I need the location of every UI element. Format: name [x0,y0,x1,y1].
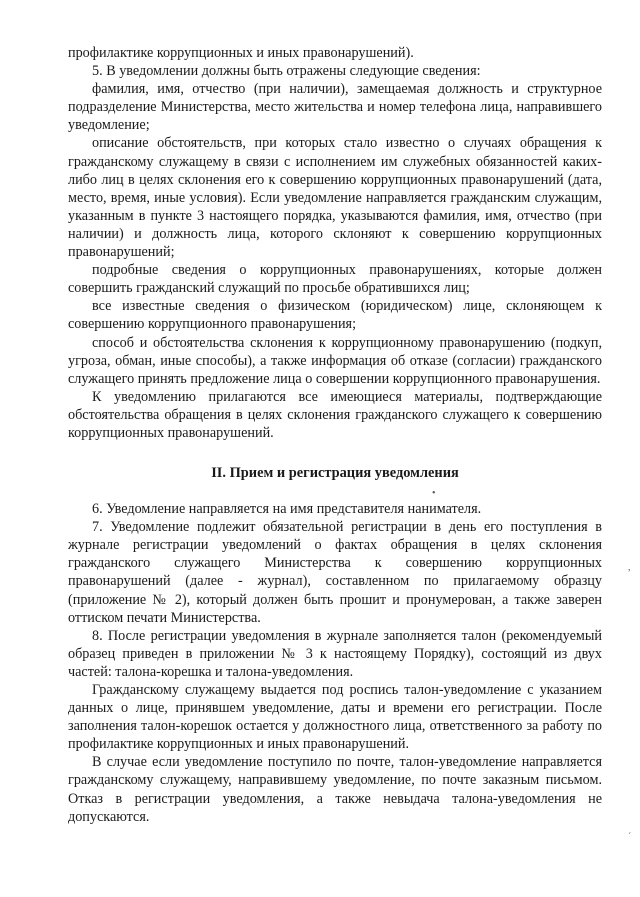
paragraph-signature-receipt: Гражданскому служащему выдается под роспись талон-уведомление с указанием данных о лице, принявшем уведомление, даты и времени его регистрации. После заполнения талон-корешок остается у должностного лица, ответственного за работу по профилактике коррупционных и иных правонарушений. [68,682,602,753]
section-heading: II. Прием и регистрация уведомления [211,465,459,482]
paragraph-item-5: 5. В уведомлении должны быть отражены следующие сведения: [92,63,481,80]
paragraph-attachments: К уведомлению прилагаются все имеющиеся материалы, подтверждающие обстоятельства обращения в целях склонения гражданского служащего к совершению коррупционных правонарушений. [68,388,602,441]
paragraph-item-7: 7. Уведомление подлежит обязательной регистрации в день его поступления в журнале регистрации уведомлений о фактах обращения в целях склонения гражданского служащего Министерства к совершению коррупционных правонарушений (далее - журнал), составленном по прилагаемому образцу (приложение № 2), который должен быть прошит и пронумерован, а также заверен оттиском печати Министерства. [68,519,602,626]
paragraph-method: способ и обстоятельства склонения к коррупционному правонарушению (подкуп, угроза, обман, иные способы), а также информация об отказе (согласии) гражданского служащего принять предложение лица о совершении коррупционного правонарушения. [68,334,602,387]
paragraph-item-6: 6. Уведомление направляется на имя представителя нанимателя. [92,501,482,518]
paragraph-full-name: фамилия, имя, отчество (при наличии), замещаемая должность и структурное подразделение Министерства, место жительства и номер телефона лица, направившего уведомление; [68,81,602,134]
paragraph-by-mail: В случае если уведомление поступило по почте, талон-уведомление направляется гражданскому служащему, направившему уведомление, по почте заказным письмом. Отказ в регистрации уведомления, а также невыдача талона-уведомления не допускаются. [68,754,602,825]
paragraph-continuation: профилактике коррупционных и иных правонарушений). [68,45,414,61]
scan-margin-mark: , [628,562,631,573]
scan-dot-mark: • [432,488,436,499]
paragraph-item-8: 8. После регистрации уведомления в журнале заполняется талон (рекомендуемый образец приведен в приложении № 3 к настоящему Порядку), состоящий из двух частей: талона-корешка и талона-уведомления. [68,627,602,680]
paragraph-person-info: все известные сведения о физическом (юридическом) лице, склоняющем к совершению коррупционного правонарушения; [68,298,602,333]
paragraph-circumstances: описание обстоятельств, при которых стало известно о случаях обращения к гражданскому служащему в связи с исполнением им служебных обязанностей каких-либо лиц в целях склонения его к совершению коррупционных правонарушений (дата, место, время, иные условия). Если уведомление направляется гражданским служащим, указанным в пункте 3 настоящего порядка, указываются фамилия, имя, отчество (при наличии) и должность лица, которого склоняют к совершению коррупционных правонарушений; [68,135,602,261]
scan-margin-mark: ´ [628,832,632,843]
paragraph-detailed-info: подробные сведения о коррупционных правонарушениях, которые должен совершить гражданский служащий по просьбе обратившихся лиц; [68,262,602,297]
